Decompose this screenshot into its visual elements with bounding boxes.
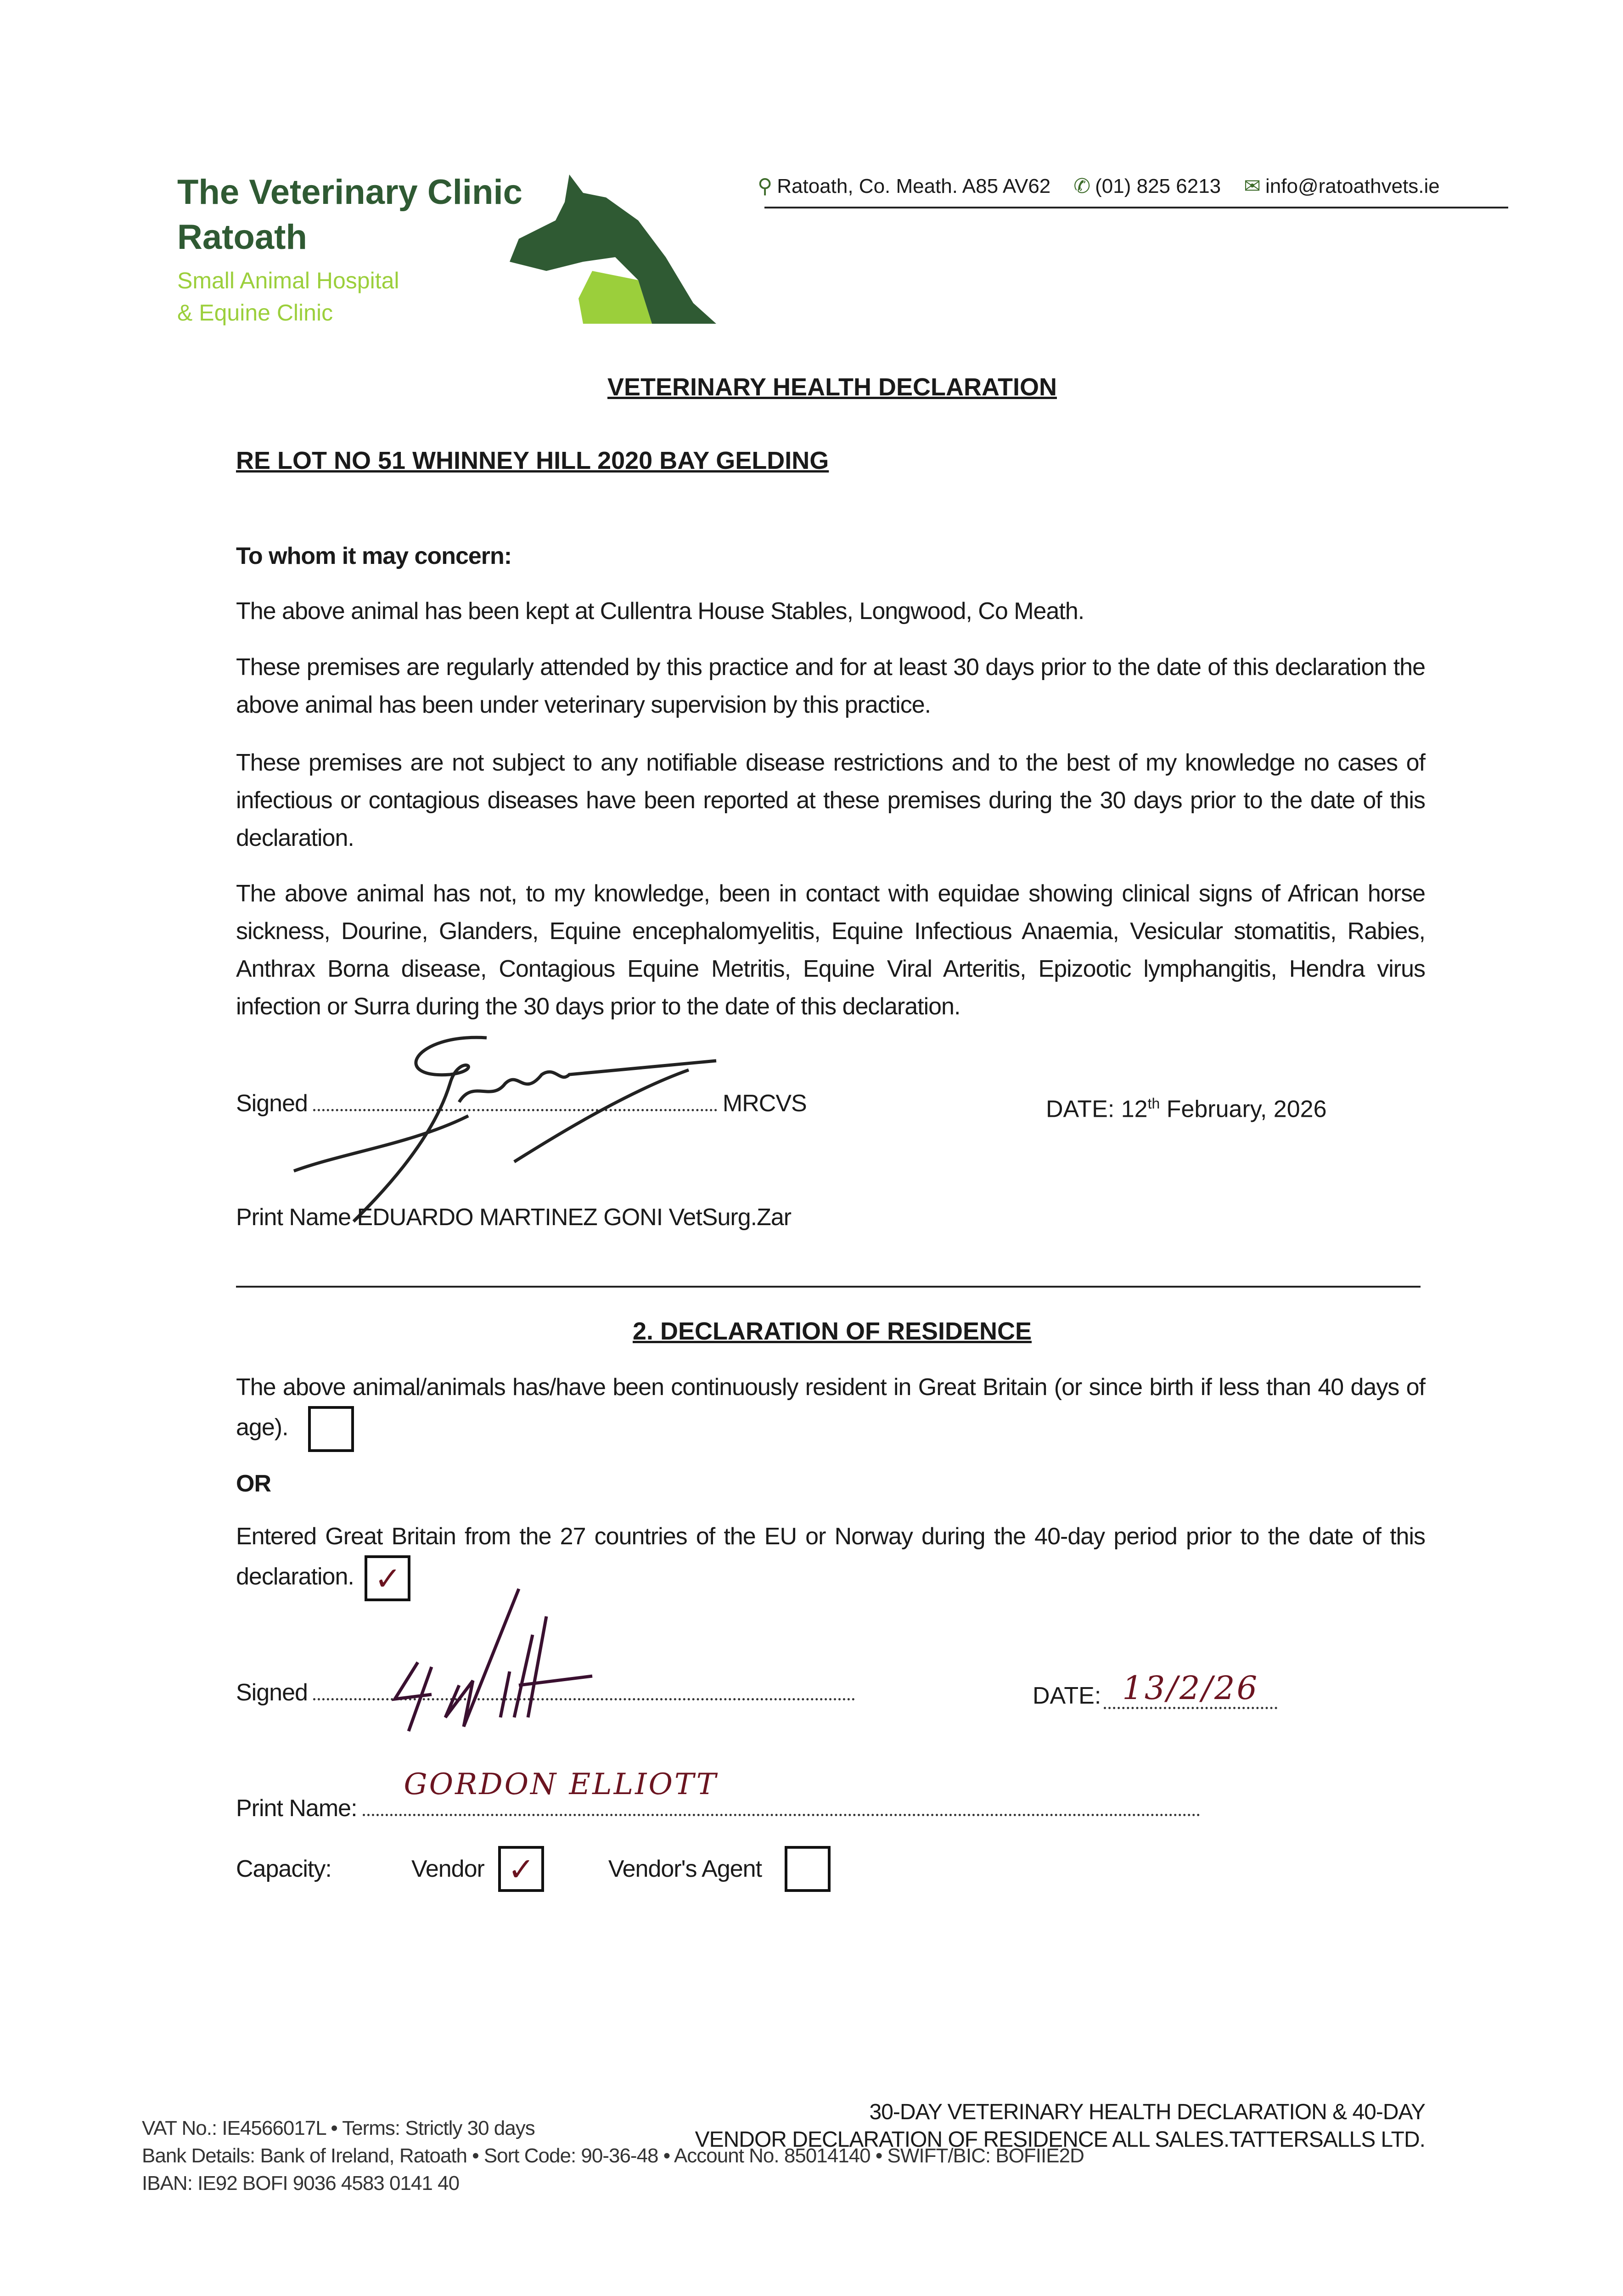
- location-pin-icon: ⚲: [758, 175, 773, 197]
- signed-label: Signed: [236, 1090, 308, 1117]
- clinic-logo: [177, 170, 522, 329]
- option2-checkbox[interactable]: ✓: [365, 1555, 410, 1601]
- horse-logo-icon: [500, 165, 721, 326]
- paragraph-1: The above animal has been kept at Cullentra House Stables, Longwood, Co Meath.: [236, 598, 1084, 625]
- footer-bank-details: VAT No.: IE4566017L • Terms: Strictly 30 days Bank Details: Bank of Ireland, Ratoath • Sort Code: 90-36-48 • Account No. 85014140 • SWIFT/BIC: BOFIIE2D IBAN: IE92 BOFI 9036 4583 0141 40: [142, 2117, 1084, 2195]
- vendor-date: DATE: 13/2/26: [1033, 1674, 1277, 1715]
- vendors-agent-checkbox[interactable]: [785, 1846, 831, 1892]
- paragraph-4: The above animal has not, to my knowledge, been in contact with equidae showing clinical signs of African horse sickness, Dourine, Glanders, Equine encephalomyelitis, Equine Infectious Anaemia, Vesicular stomatitis, Rabies, Anthrax Borna disease, Contagious Equine Metritis, Equine Viral Arteritis, Epizootic lymphangitis, Hendra virus infection or Surra during the 30 days prior to the date of this declaration.: [236, 880, 1425, 1020]
- header-rule: [764, 207, 1508, 208]
- paragraph-3: These premises are not subject to any notifiable disease restrictions and to the best of my knowledge no cases of infectious or contagious diseases have been reported at these premises during the 30 days prior to the date of this declaration.: [236, 749, 1425, 851]
- vet-print-name: Print Name EDUARDO MARTINEZ GONI VetSurg.Zar: [236, 1204, 792, 1231]
- address: Ratoath, Co. Meath. A85 AV62: [777, 175, 1051, 197]
- paragraph-2: These premises are regularly attended by this practice and for at least 30 days prior to the date of this declaration the above animal has been under veterinary supervision by this practice.: [236, 654, 1425, 718]
- clinic-name-2: Ratoath: [177, 218, 307, 257]
- footer-form-title: 30-DAY VETERINARY HEALTH DECLARATION & 40-DAY VENDOR DECLARATION OF RESIDENCE ALL SALES.TATTERSALLS LTD.: [695, 2100, 1425, 2152]
- tagline-2: & Equine Clinic: [177, 300, 333, 326]
- phone-icon: ✆: [1073, 175, 1091, 197]
- phone: (01) 825 6213: [1095, 175, 1221, 197]
- residence-option-2: Entered Great Britain from the 27 countries of the EU or Norway during the 40-day period prior to the date of this declaration. ✓: [236, 1518, 1425, 1601]
- clinic-name-1: The Veterinary Clinic: [177, 173, 522, 212]
- vendor-date-value: 13/2/26: [1104, 1669, 1277, 1709]
- salutation: To whom it may concern:: [236, 543, 512, 569]
- section-divider: [236, 1286, 1421, 1288]
- vet-date: DATE: 12th February, 2026: [1046, 1095, 1327, 1123]
- vendor-signature-line: Signed: [236, 1674, 879, 1711]
- mrcvs-label: MRCVS: [722, 1090, 807, 1117]
- contact-bar: [758, 174, 1440, 198]
- or-label: OR: [236, 1470, 271, 1497]
- section1-title: VETERINARY HEALTH DECLARATION: [607, 373, 1057, 401]
- vet-signature: [275, 1024, 735, 1226]
- residence-option-1: The above animal/animals has/have been continuously resident in Great Britain (or since birth if less than 40 days of age).: [236, 1368, 1425, 1452]
- tagline-1: Small Animal Hospital: [177, 268, 399, 293]
- option1-checkbox[interactable]: [308, 1406, 354, 1452]
- email[interactable]: info@ratoathvets.ie: [1265, 175, 1440, 197]
- vendor-print-name: Print Name: GORDON ELLIOTT: [236, 1789, 1200, 1827]
- section2-title: 2. DECLARATION OF RESIDENCE: [632, 1317, 1032, 1345]
- vendor-name-handwritten: GORDON ELLIOTT: [404, 1767, 718, 1801]
- lot-reference: RE LOT NO 51 WHINNEY HILL 2020 BAY GELDING: [236, 447, 829, 474]
- vendor-checkbox[interactable]: ✓: [498, 1846, 544, 1892]
- capacity-row: Capacity: Vendor ✓ Vendor's Agent: [236, 1846, 1425, 1892]
- vendor-signature: [381, 1580, 657, 1745]
- email-icon: ✉: [1244, 175, 1261, 197]
